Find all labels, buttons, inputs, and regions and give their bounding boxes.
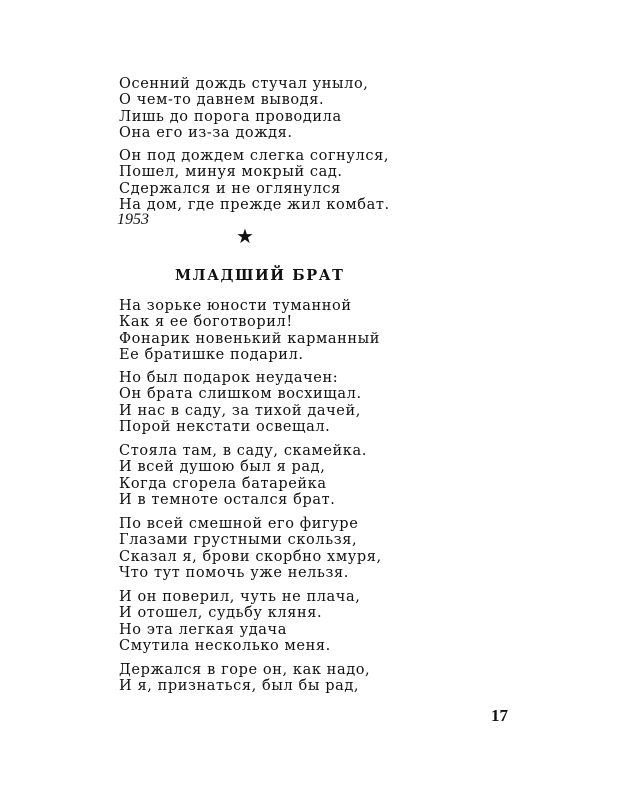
verse-line: Порой некстати освещал. <box>119 418 331 435</box>
poem2-stanza-2 <box>119 370 362 435</box>
verse-line: Ее братишке подарил. <box>119 346 304 363</box>
verse-line: Сдержался и не оглянулся <box>119 180 341 197</box>
verse-line: Осенний дождь стучал уныло, <box>119 76 369 92</box>
poem1-stanza-2 <box>119 148 390 213</box>
poem-year: 1953 <box>117 211 149 228</box>
verse-line: Стояла там, в саду, скамейка. <box>119 443 367 459</box>
verse-line: На зорьке юности туманной <box>119 298 352 314</box>
poem2-stanza-4 <box>119 516 382 581</box>
verse-line: И нас в саду, за тихой дачей, <box>119 402 361 419</box>
star-icon: ★ <box>236 224 254 248</box>
poem2-stanza-5 <box>119 589 360 654</box>
poem2-stanza-3 <box>119 443 367 508</box>
verse-line: Он под дождем слегка согнулся, <box>119 148 390 164</box>
verse-line: Но эта легкая удача <box>119 621 287 638</box>
verse-line: И в темноте остался брат. <box>119 491 336 508</box>
verse-line: Он брата слишком восхищал. <box>119 386 362 403</box>
verse-line: И всей душою был я рад, <box>119 459 326 476</box>
verse-line: Как я ее боготворил! <box>119 314 293 331</box>
verse-line: Глазами грустными скользя, <box>119 532 358 549</box>
poem-title: МЛАДШИЙ БРАТ <box>175 267 345 284</box>
verse-line: Пошел, минуя мокрый сад. <box>119 164 343 181</box>
verse-line: И отошел, судьбу кляня. <box>119 605 323 622</box>
page-number: 17 <box>491 706 508 725</box>
poem2-stanza-6 <box>119 662 370 695</box>
verse-line: Лишь до порога проводила <box>119 108 342 125</box>
verse-line: Смутила несколько меня. <box>119 637 331 654</box>
verse-line: На дом, где прежде жил комбат. <box>119 196 390 213</box>
verse-line: По всей смешной его фигуре <box>119 516 359 532</box>
poem1-stanza-1 <box>119 76 369 141</box>
verse-line: И он поверил, чуть не плача, <box>119 589 361 605</box>
verse-line: Она его из-за дождя. <box>119 124 293 141</box>
verse-line: Но был подарок неудачен: <box>119 370 339 386</box>
verse-line: Что тут помочь уже нельзя. <box>119 564 349 581</box>
verse-line: Сказал я, брови скорбно хмуря, <box>119 548 382 565</box>
verse-line: Фонарик новенький карманный <box>119 330 381 347</box>
verse-line: О чем-то давнем выводя. <box>119 92 325 109</box>
poem2-stanza-1 <box>119 298 380 363</box>
verse-line: И я, признаться, был бы рад, <box>119 678 360 695</box>
verse-line: Когда сгорела батарейка <box>119 475 327 492</box>
verse-line: Держался в горе он, как надо, <box>119 662 371 678</box>
